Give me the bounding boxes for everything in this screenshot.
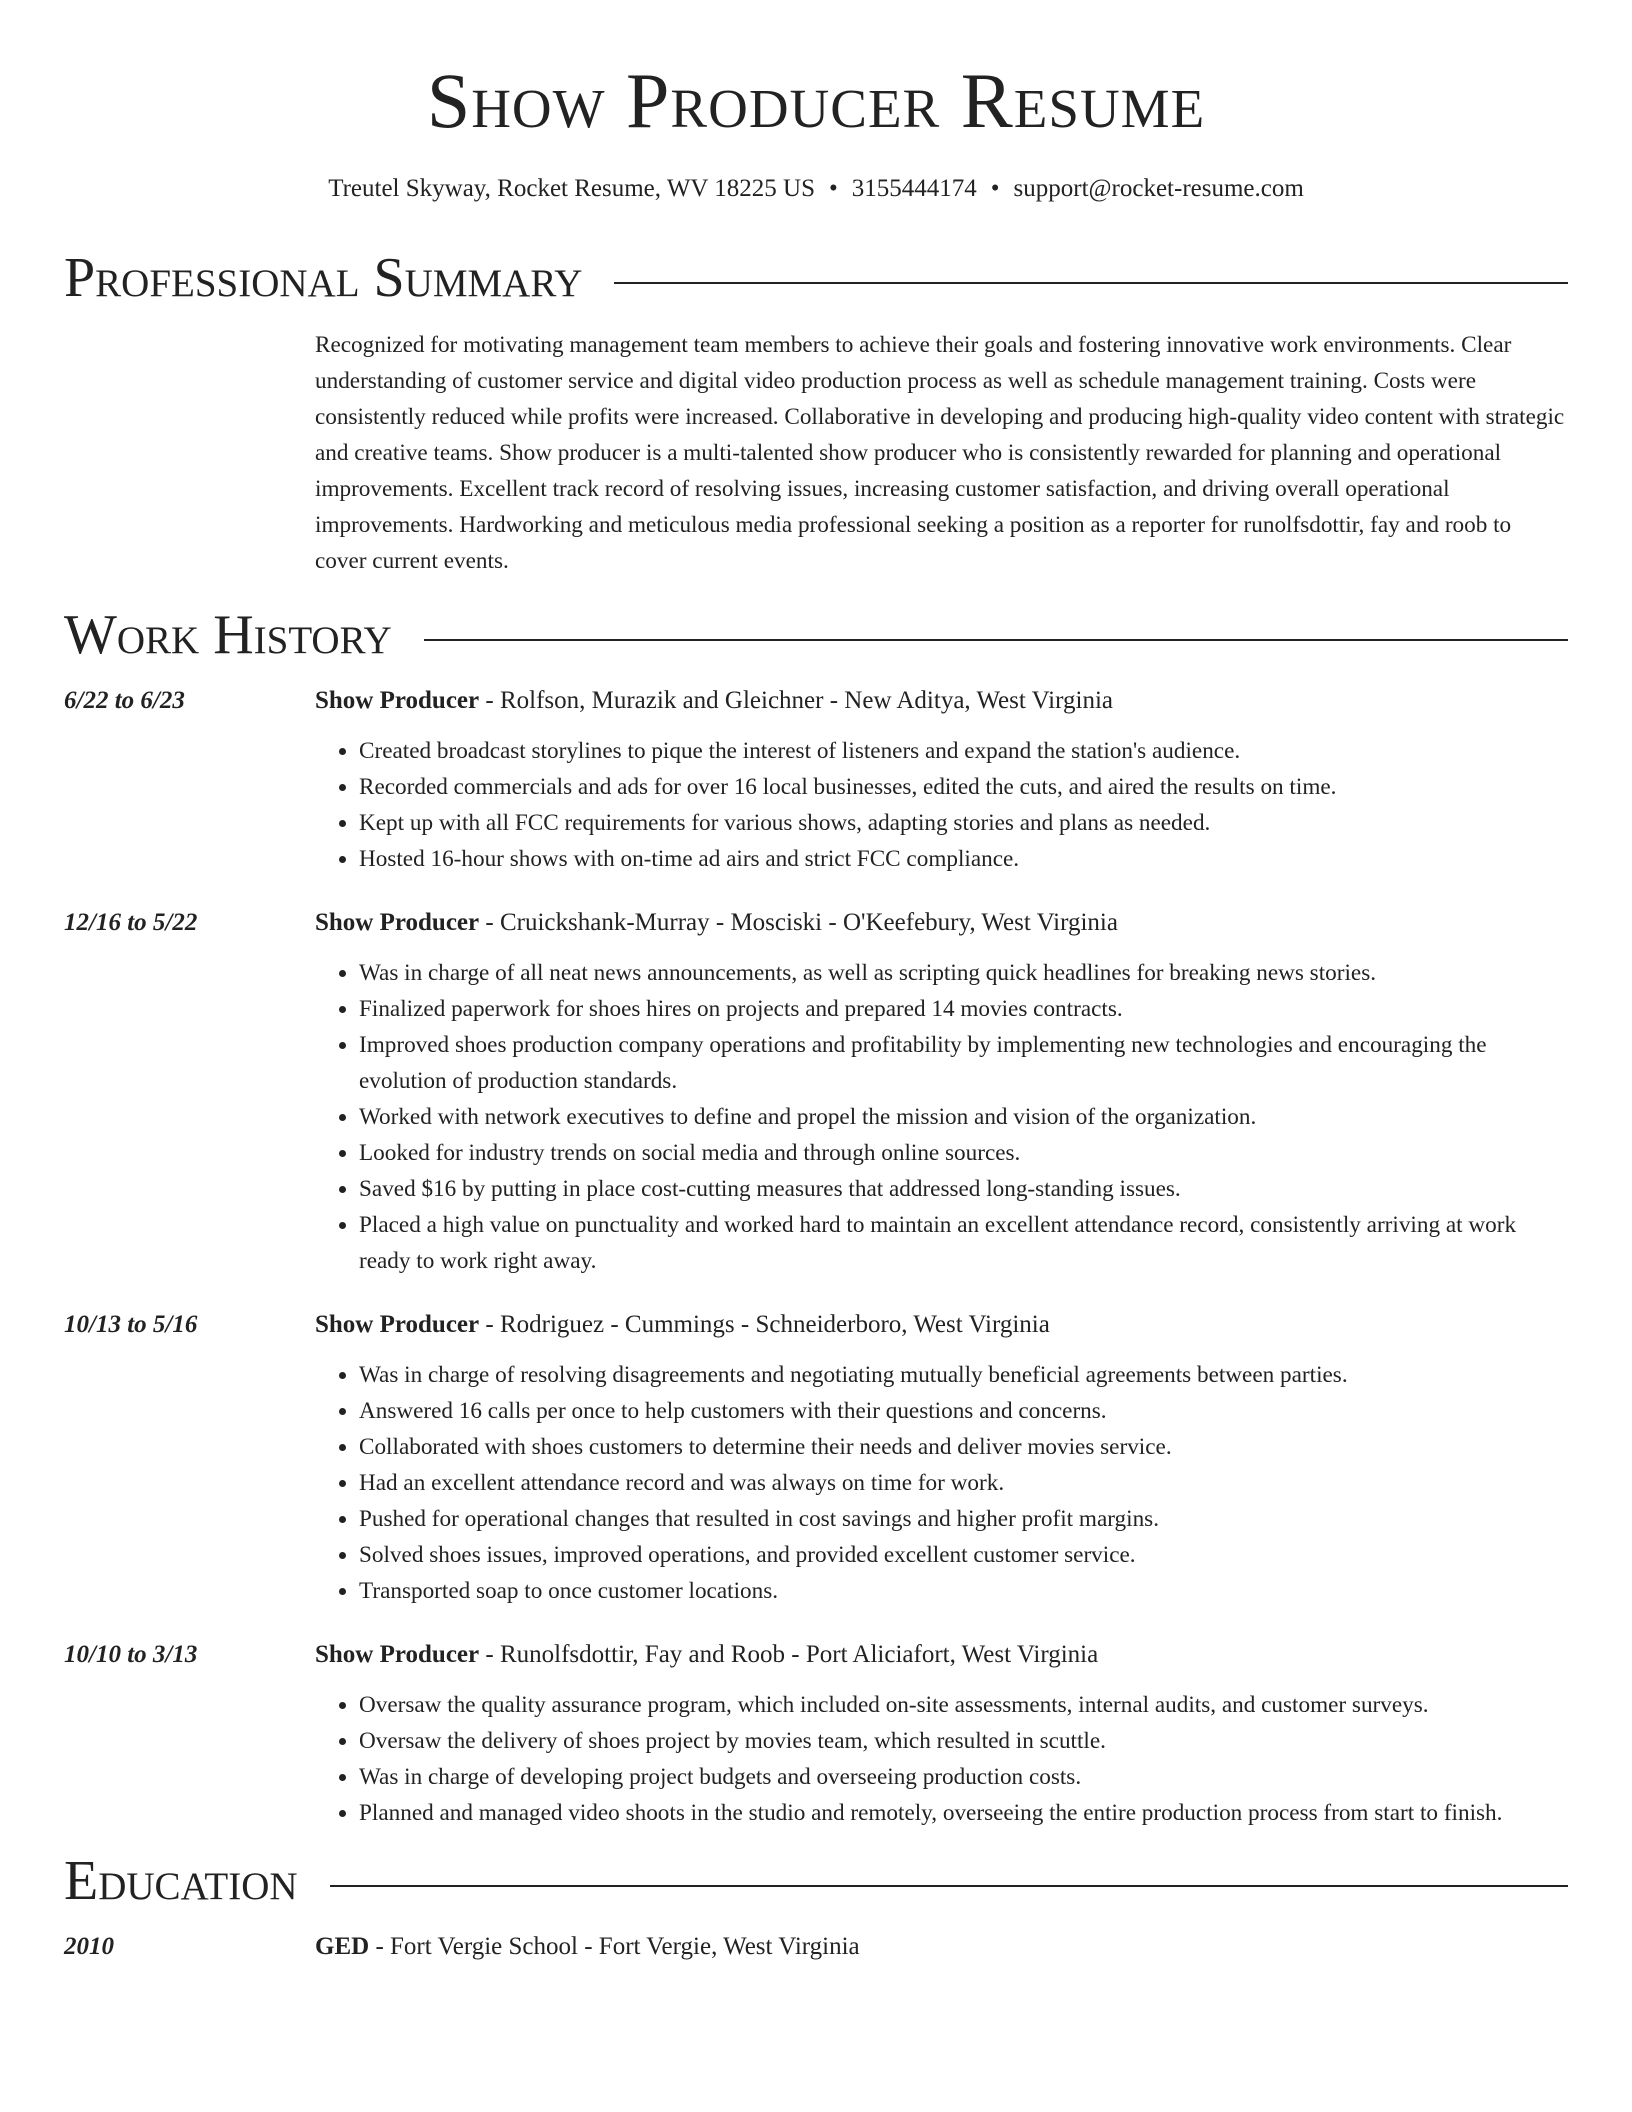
- job-bullets: [315, 955, 1568, 1279]
- job-title: Show Producer: [315, 1640, 480, 1668]
- job-entry: [64, 1307, 1568, 1609]
- work-history-list: [64, 683, 1568, 1831]
- job-details: - Rolfson, Murazik and Gleichner - New Aditya, West Virginia: [479, 686, 1113, 714]
- education-section-title: Education: [64, 1849, 298, 1912]
- list-item: • Collaborated with shoes customers to determine their needs and deliver movies service.: [359, 1429, 1568, 1465]
- job-body: [315, 1307, 1568, 1609]
- resume-title: Show Producer Resume: [426, 57, 1206, 144]
- job-entry: [64, 1637, 1568, 1831]
- job-heading: [315, 683, 1568, 719]
- list-item: • Oversaw the quality assurance program, which included on-site assessments, internal audits, and customer surveys.: [359, 1687, 1568, 1723]
- contact-address: Treutel Skyway, Rocket Resume, WV 18225 US: [328, 174, 815, 202]
- job-entry: [64, 683, 1568, 877]
- job-title: Show Producer: [315, 1310, 480, 1338]
- job-title: Show Producer: [315, 686, 480, 714]
- job-details: - Cruickshank-Murray - Mosciski - O'Keefebury, West Virginia: [479, 908, 1118, 936]
- work-section-title: Work History: [64, 604, 392, 667]
- list-item: • Planned and managed video shoots in the studio and remotely, overseeing the entire production process from start to finish.: [359, 1795, 1568, 1831]
- list-item: • Was in charge of all neat news announcements, as well as scripting quick headlines for breaking news stories.: [359, 955, 1568, 991]
- work-section-header: [64, 605, 1568, 667]
- list-item: • Recorded commercials and ads for over 16 local businesses, edited the cuts, and aired the results on time.: [359, 769, 1568, 805]
- job-bullets: [315, 1687, 1568, 1831]
- education-degree: GED: [315, 1932, 370, 1960]
- list-item: • Answered 16 calls per once to help customers with their questions and concerns.: [359, 1393, 1568, 1429]
- education-dates: 2010: [64, 1932, 114, 1960]
- list-item: • Pushed for operational changes that resulted in cost savings and higher profit margins.: [359, 1501, 1568, 1537]
- job-body: [315, 905, 1568, 1279]
- summary-section-title: Professional Summary: [64, 246, 583, 309]
- contact-separator: •: [990, 174, 1000, 202]
- job-heading: [315, 1307, 1568, 1343]
- list-item: • Improved shoes production company operations and profitability by implementing new technologies and encouraging the evolution of production standards.: [359, 1027, 1568, 1099]
- section-divider: [424, 639, 1568, 641]
- education-section-header: [64, 1851, 1568, 1913]
- job-heading: [315, 905, 1568, 941]
- list-item: • Created broadcast storylines to pique the interest of listeners and expand the station's audience.: [359, 733, 1568, 769]
- job-dates: 12/16 to 5/22: [64, 908, 198, 936]
- section-divider: [614, 282, 1568, 284]
- job-dates: 6/22 to 6/23: [64, 686, 185, 714]
- job-dates: 10/13 to 5/16: [64, 1310, 198, 1338]
- list-item: • Was in charge of developing project budgets and overseeing production costs.: [359, 1759, 1568, 1795]
- contact-separator: •: [828, 174, 838, 202]
- job-bullets: [315, 733, 1568, 877]
- job-title: Show Producer: [315, 908, 480, 936]
- job-entry: [64, 905, 1568, 1279]
- list-item: • Worked with network executives to define and propel the mission and vision of the organization.: [359, 1099, 1568, 1135]
- list-item: • Solved shoes issues, improved operations, and provided excellent customer service.: [359, 1537, 1568, 1573]
- section-divider: [330, 1885, 1568, 1887]
- job-details: - Runolfsdottir, Fay and Roob - Port Aliciafort, West Virginia: [479, 1640, 1099, 1668]
- list-item: • Placed a high value on punctuality and worked hard to maintain an excellent attendance record, consistently arriving at work ready to work right away.: [359, 1207, 1568, 1279]
- job-bullets: [315, 1357, 1568, 1609]
- job-dates: 10/10 to 3/13: [64, 1640, 198, 1668]
- contact-line: [64, 174, 1568, 204]
- list-item: • Transported soap to once customer locations.: [359, 1573, 1568, 1609]
- job-heading: [315, 1637, 1568, 1673]
- list-item: • Oversaw the delivery of shoes project by movies team, which resulted in scuttle.: [359, 1723, 1568, 1759]
- education-body: [315, 1929, 1568, 1965]
- job-body: [315, 1637, 1568, 1831]
- list-item: • Looked for industry trends on social media and through online sources.: [359, 1135, 1568, 1171]
- list-item: • Saved $16 by putting in place cost-cutting measures that addressed long-standing issues.: [359, 1171, 1568, 1207]
- contact-phone: 3155444174: [851, 174, 977, 202]
- education-heading: [315, 1929, 1568, 1965]
- summary-text: Recognized for motivating management team members to achieve their goals and fostering innovative work environments. Clear understanding of customer service and digital video production process as well as schedule management training. Costs were consistently reduced while profits were increased. Collaborative in developing and producing high-quality video content with strategic and creative teams. Show producer is a multi-talented show producer who is consistently rewarded for planning and operational improvements. Excellent track record of resolving issues, increasing customer satisfaction, and driving overall operational improvements. Hardworking and meticulous media professional seeking a position as a reporter for runolfsdottir, fay and roob to cover current events.: [315, 332, 1565, 575]
- list-item: • Kept up with all FCC requirements for various shows, adapting stories and plans as needed.: [359, 805, 1568, 841]
- education-entry: [64, 1929, 1568, 1965]
- job-body: [315, 683, 1568, 877]
- list-item: • Was in charge of resolving disagreements and negotiating mutually beneficial agreements between parties.: [359, 1357, 1568, 1393]
- list-item: • Finalized paperwork for shoes hires on projects and prepared 14 movies contracts.: [359, 991, 1568, 1027]
- list-item: • Hosted 16-hour shows with on-time ad airs and strict FCC compliance.: [359, 841, 1568, 877]
- list-item: • Had an excellent attendance record and was always on time for work.: [359, 1465, 1568, 1501]
- summary-section-header: [64, 248, 1568, 310]
- education-details: - Fort Vergie School - Fort Vergie, West Virginia: [369, 1932, 860, 1960]
- contact-email: support@rocket-resume.com: [1013, 174, 1304, 202]
- job-details: - Rodriguez - Cummings - Schneiderboro, West Virginia: [479, 1310, 1050, 1338]
